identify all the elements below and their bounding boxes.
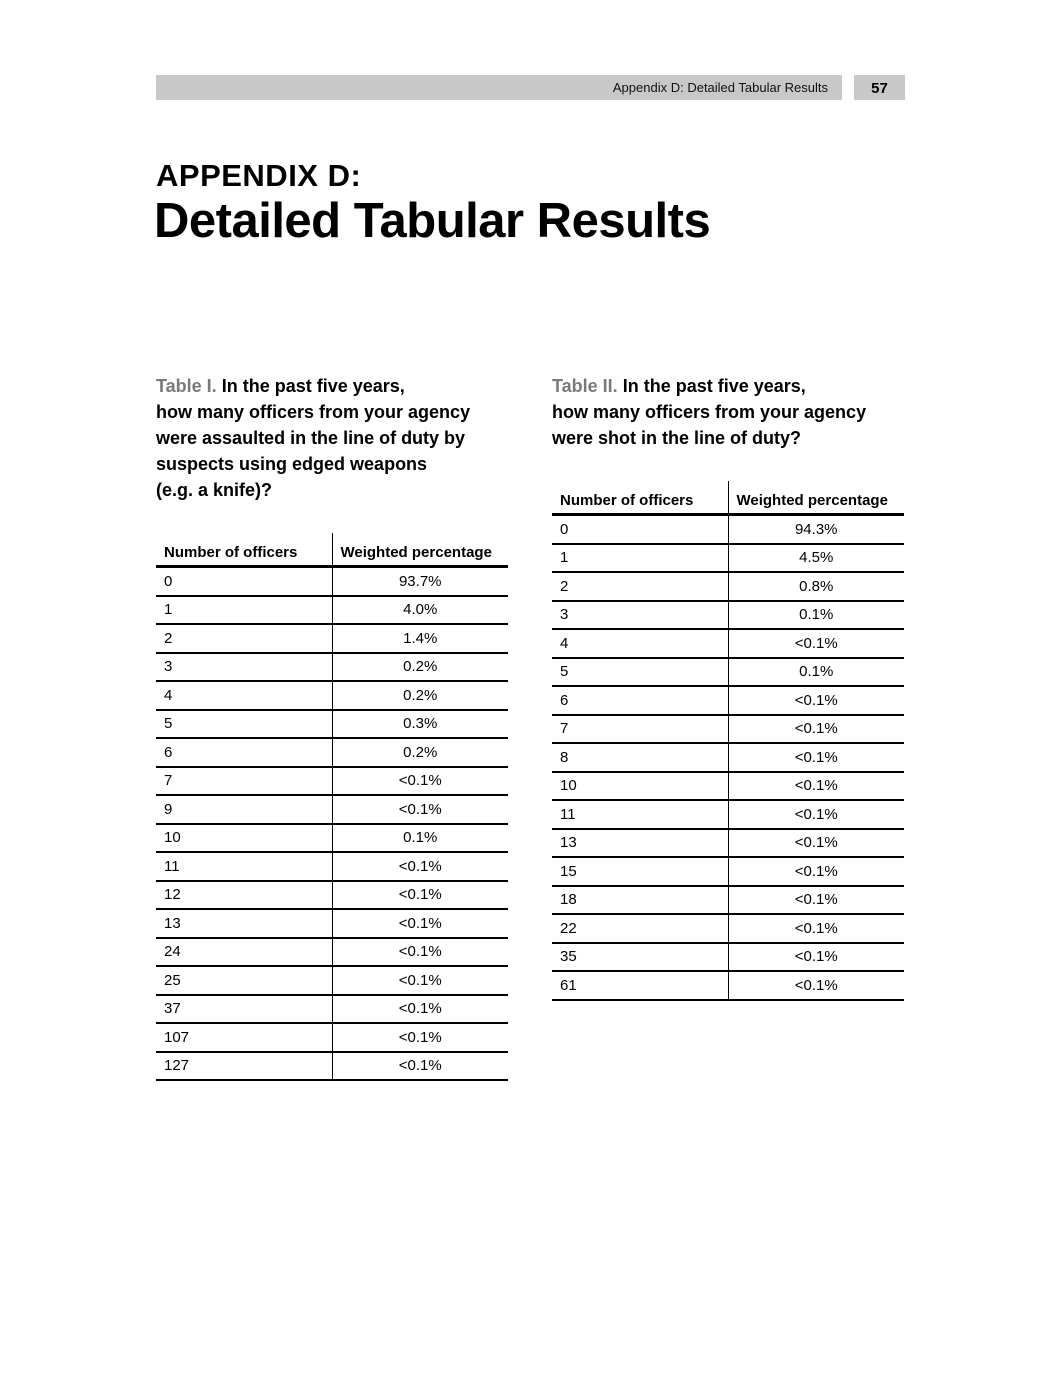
table-row [552,743,904,772]
cell-number-of-officers: 12 [156,881,332,910]
table1-body [156,567,508,1081]
cell-weighted-percentage: <0.1% [332,795,508,824]
cell-weighted-percentage: 0.1% [728,601,904,630]
table1-caption-line [156,373,470,399]
cell-weighted-percentage: <0.1% [728,629,904,658]
cell-number-of-officers: 37 [156,995,332,1024]
cell-number-of-officers: 10 [552,772,728,801]
table-row [552,772,904,801]
table1-caption-text: In the past five years, [221,376,405,396]
running-header-title: Appendix D: Detailed Tabular Results [612,80,828,95]
table1 [156,533,508,1081]
table2-caption-line [552,373,866,399]
cell-weighted-percentage: 0.1% [332,824,508,853]
cell-weighted-percentage: <0.1% [728,800,904,829]
table-row [156,596,508,625]
cell-weighted-percentage: 94.3% [728,515,904,544]
table-row [156,738,508,767]
cell-weighted-percentage: <0.1% [728,772,904,801]
cell-number-of-officers: 0 [156,567,332,596]
cell-weighted-percentage: 0.2% [332,653,508,682]
cell-weighted-percentage: 4.5% [728,544,904,573]
cell-number-of-officers: 2 [552,572,728,601]
table1-caption-line: (e.g. a knife)? [156,480,273,500]
table-row [156,852,508,881]
cell-weighted-percentage: <0.1% [332,1023,508,1052]
table-row [552,715,904,744]
cell-number-of-officers: 107 [156,1023,332,1052]
table-row [552,886,904,915]
cell-weighted-percentage: <0.1% [728,943,904,972]
table2-caption-text: In the past five years, [622,376,806,396]
table-row [552,971,904,1000]
table1-col-header-number: Number of officers [156,533,332,567]
cell-number-of-officers: 5 [156,710,332,739]
table2-col-header-percentage: Weighted percentage [728,481,904,515]
cell-number-of-officers: 5 [552,658,728,687]
cell-weighted-percentage: <0.1% [332,852,508,881]
cell-number-of-officers: 1 [156,596,332,625]
cell-weighted-percentage: <0.1% [728,686,904,715]
table-row [156,909,508,938]
cell-number-of-officers: 4 [156,681,332,710]
table1-caption-line: suspects using edged weapons [156,454,428,474]
table-row [156,1052,508,1081]
table2-caption-line: how many officers from your agency [552,402,867,422]
cell-number-of-officers: 35 [552,943,728,972]
cell-number-of-officers: 6 [156,738,332,767]
table-row [156,710,508,739]
cell-weighted-percentage: <0.1% [728,886,904,915]
cell-weighted-percentage: <0.1% [332,966,508,995]
table-row [552,943,904,972]
table1-header-row [156,533,508,567]
cell-weighted-percentage: 0.2% [332,681,508,710]
cell-number-of-officers: 10 [156,824,332,853]
cell-weighted-percentage: 0.2% [332,738,508,767]
cell-number-of-officers: 11 [552,800,728,829]
cell-number-of-officers: 15 [552,857,728,886]
table-row [552,914,904,943]
cell-number-of-officers: 24 [156,938,332,967]
table-row [552,515,904,544]
cell-number-of-officers: 0 [552,515,728,544]
table-row [552,829,904,858]
cell-weighted-percentage: 4.0% [332,596,508,625]
cell-weighted-percentage: <0.1% [332,909,508,938]
cell-weighted-percentage: 1.4% [332,624,508,653]
page-number: 57 [854,75,905,100]
cell-number-of-officers: 3 [552,601,728,630]
table-row [552,601,904,630]
table-row [156,1023,508,1052]
table2-col-header-number: Number of officers [552,481,728,515]
cell-weighted-percentage: 0.8% [728,572,904,601]
table-row [156,795,508,824]
table-row [156,653,508,682]
table-row [156,567,508,596]
table2-number: Table II. [552,376,618,396]
cell-number-of-officers: 6 [552,686,728,715]
table-row [156,624,508,653]
cell-weighted-percentage: 93.7% [332,567,508,596]
cell-weighted-percentage: <0.1% [332,938,508,967]
table2-header-row [552,481,904,515]
table-row [156,767,508,796]
cell-weighted-percentage: <0.1% [728,857,904,886]
table1-caption-line: were assaulted in the line of duty by [156,428,466,448]
page-title: Detailed Tabular Results [154,194,711,248]
table-row [552,629,904,658]
table1-col-header-percentage: Weighted percentage [332,533,508,567]
table2-caption [552,373,866,451]
cell-number-of-officers: 61 [552,971,728,1000]
table-row [156,966,508,995]
table-row [552,686,904,715]
cell-weighted-percentage: <0.1% [728,971,904,1000]
table2-caption-line: were shot in the line of duty? [552,428,802,448]
cell-weighted-percentage: <0.1% [728,829,904,858]
cell-number-of-officers: 2 [156,624,332,653]
cell-weighted-percentage: <0.1% [332,767,508,796]
cell-number-of-officers: 1 [552,544,728,573]
table1-caption-line: how many officers from your agency [156,402,471,422]
cell-number-of-officers: 4 [552,629,728,658]
cell-number-of-officers: 8 [552,743,728,772]
cell-number-of-officers: 13 [156,909,332,938]
table2-body [552,515,904,1000]
table-row [552,544,904,573]
cell-weighted-percentage: <0.1% [728,914,904,943]
cell-number-of-officers: 7 [156,767,332,796]
cell-weighted-percentage: 0.1% [728,658,904,687]
table-row [156,681,508,710]
appendix-label: APPENDIX D: [156,158,362,193]
table-row [552,800,904,829]
cell-weighted-percentage: <0.1% [728,743,904,772]
cell-weighted-percentage: <0.1% [332,881,508,910]
cell-number-of-officers: 25 [156,966,332,995]
table1-caption [156,373,470,503]
cell-weighted-percentage: <0.1% [728,715,904,744]
cell-number-of-officers: 11 [156,852,332,881]
cell-number-of-officers: 9 [156,795,332,824]
cell-number-of-officers: 13 [552,829,728,858]
cell-weighted-percentage: 0.3% [332,710,508,739]
table-row [156,824,508,853]
cell-weighted-percentage: <0.1% [332,1052,508,1081]
cell-number-of-officers: 18 [552,886,728,915]
table-row [156,995,508,1024]
table-row [552,857,904,886]
cell-number-of-officers: 7 [552,715,728,744]
running-header-bar [156,75,842,100]
cell-number-of-officers: 3 [156,653,332,682]
table-row [552,572,904,601]
table-row [552,658,904,687]
table-row [156,938,508,967]
cell-number-of-officers: 22 [552,914,728,943]
cell-weighted-percentage: <0.1% [332,995,508,1024]
table-row [156,881,508,910]
table1-number: Table I. [156,376,217,396]
table2 [552,481,904,1001]
cell-number-of-officers: 127 [156,1052,332,1081]
